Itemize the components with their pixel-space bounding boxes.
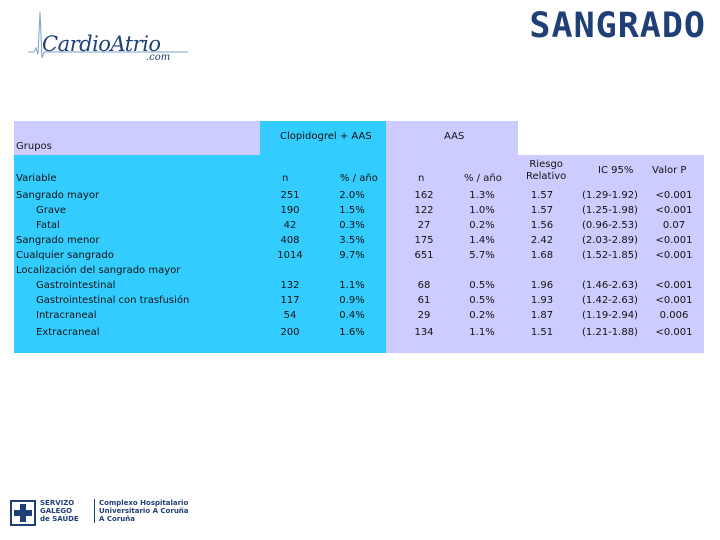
col-variable: Variable xyxy=(16,173,57,184)
page-title: SANGRADO xyxy=(529,6,706,46)
cell-p: 0.006 xyxy=(659,310,689,321)
cell-n1: 117 xyxy=(280,295,300,306)
cell-p: <0.001 xyxy=(655,280,693,291)
group2-header xyxy=(386,121,518,155)
row-label: Cualquier sangrado xyxy=(16,250,114,261)
cell-ic: (1.19-2.94) xyxy=(582,310,638,321)
bleeding-table xyxy=(14,121,704,353)
cell-p1: 1.5% xyxy=(339,205,365,216)
row-label: Gastrointestinal xyxy=(36,280,116,291)
cell-p2: 1.3% xyxy=(469,190,495,201)
sergas-text xyxy=(40,499,79,523)
cell-p2: 0.5% xyxy=(469,295,495,306)
table-row xyxy=(14,233,704,248)
table-row xyxy=(14,248,704,263)
table-row xyxy=(14,278,704,293)
sergas-line: de SAÚDE xyxy=(40,515,79,523)
cell-p: <0.001 xyxy=(655,190,693,201)
hospital-line: Complexo Hospitalario xyxy=(99,499,189,507)
row-label: Intracraneal xyxy=(36,310,97,321)
cell-n2: 27 xyxy=(417,220,431,231)
col-n1: n xyxy=(282,173,289,184)
row-label: Sangrado menor xyxy=(16,235,100,246)
cell-p: <0.001 xyxy=(655,235,693,246)
cell-p2: 0.5% xyxy=(469,280,495,291)
col-pct2: % / año xyxy=(464,173,502,184)
cell-rr: 1.57 xyxy=(530,205,554,216)
cell-rr: 1.68 xyxy=(530,250,554,261)
sergas-line: SERVIZO xyxy=(40,499,75,507)
cell-p: <0.001 xyxy=(655,205,693,216)
table-row xyxy=(14,188,704,203)
cell-rr: 1.93 xyxy=(530,295,554,306)
logo-wordmark: CardioAtrio xyxy=(42,32,161,56)
cell-ic: (2.03-2.89) xyxy=(582,235,638,246)
cell-n1: 408 xyxy=(280,235,300,246)
cell-ic: (1.25-1.98) xyxy=(582,205,638,216)
logo-domain: .com xyxy=(146,52,171,63)
cell-ic: (1.46-2.63) xyxy=(582,280,638,291)
col-p-value: Valor P xyxy=(652,165,687,176)
cell-ic: (1.52-1.85) xyxy=(582,250,638,261)
cell-n2: 122 xyxy=(414,205,434,216)
cell-n1: 251 xyxy=(280,190,300,201)
sergas-emblem-icon xyxy=(10,500,36,526)
col-ci95: IC 95% xyxy=(598,165,634,176)
hospital-line: A Coruña xyxy=(99,515,135,523)
cell-n2: 162 xyxy=(414,190,434,201)
groups-label: Grupos xyxy=(16,141,52,152)
row-label: Fatal xyxy=(36,220,60,231)
footer-logos xyxy=(10,496,210,536)
cardioatrio-logo xyxy=(28,8,188,64)
cell-p1: 9.7% xyxy=(339,250,365,261)
cell-p1: 0.9% xyxy=(339,295,365,306)
cell-n2: 29 xyxy=(417,310,431,321)
cell-n1: 190 xyxy=(280,205,300,216)
sergas-line: GALEGO xyxy=(40,507,73,515)
cell-p1: 0.3% xyxy=(339,220,365,231)
group1-label: Clopidogrel + AAS xyxy=(280,131,372,142)
table-row xyxy=(14,263,704,278)
cell-n1: 42 xyxy=(283,220,297,231)
cell-rr: 2.42 xyxy=(530,235,554,246)
group2-label: AAS xyxy=(444,131,465,142)
cell-p2: 5.7% xyxy=(469,250,495,261)
cell-n2: 61 xyxy=(417,295,431,306)
row-label: Extracraneal xyxy=(36,327,100,338)
cell-rr: 1.56 xyxy=(530,220,554,231)
cell-p: 0.07 xyxy=(662,220,686,231)
table-row xyxy=(14,325,704,340)
table-row xyxy=(14,308,704,323)
cell-ic: (1.21-1.88) xyxy=(582,327,638,338)
col-pct1: % / año xyxy=(340,173,378,184)
cell-p1: 1.1% xyxy=(339,280,365,291)
cell-p2: 1.1% xyxy=(469,327,495,338)
row-label: Gastrointestinal con trasfusión xyxy=(36,295,190,306)
cell-n2: 134 xyxy=(414,327,434,338)
cell-p2: 0.2% xyxy=(469,310,495,321)
cell-rr: 1.87 xyxy=(530,310,554,321)
cell-n2: 68 xyxy=(417,280,431,291)
cell-ic: (1.29-1.92) xyxy=(582,190,638,201)
cell-n1: 132 xyxy=(280,280,300,291)
groups-header-cell xyxy=(14,121,260,155)
cell-p2: 0.2% xyxy=(469,220,495,231)
cell-n2: 651 xyxy=(414,250,434,261)
cell-p2: 1.4% xyxy=(469,235,495,246)
cell-n1: 54 xyxy=(283,310,297,321)
table-row xyxy=(14,203,704,218)
cell-p1: 1.6% xyxy=(339,327,365,338)
cell-rr: 1.51 xyxy=(530,327,554,338)
row-label: Sangrado mayor xyxy=(16,190,100,201)
hospital-text xyxy=(94,499,189,523)
row-label: Localización del sangrado mayor xyxy=(16,265,181,276)
table-row xyxy=(14,293,704,308)
col-n2: n xyxy=(418,173,425,184)
col-relative-risk: Riesgo Relativo xyxy=(526,159,567,182)
cell-p: <0.001 xyxy=(655,250,693,261)
cell-p2: 1.0% xyxy=(469,205,495,216)
cell-p1: 2.0% xyxy=(339,190,365,201)
cell-p: <0.001 xyxy=(655,295,693,306)
hospital-line: Universitario A Coruña xyxy=(99,507,189,515)
cell-p1: 3.5% xyxy=(339,235,365,246)
cell-p1: 0.4% xyxy=(339,310,365,321)
cell-n2: 175 xyxy=(414,235,434,246)
cell-ic: (0.96-2.53) xyxy=(582,220,638,231)
cell-rr: 1.57 xyxy=(530,190,554,201)
group1-header xyxy=(260,121,386,155)
cell-p: <0.001 xyxy=(655,327,693,338)
cell-ic: (1.42-2.63) xyxy=(582,295,638,306)
row-label: Grave xyxy=(36,205,67,216)
cell-rr: 1.96 xyxy=(530,280,554,291)
table-row xyxy=(14,218,704,233)
cell-n1: 200 xyxy=(280,327,300,338)
cell-n1: 1014 xyxy=(277,250,303,261)
